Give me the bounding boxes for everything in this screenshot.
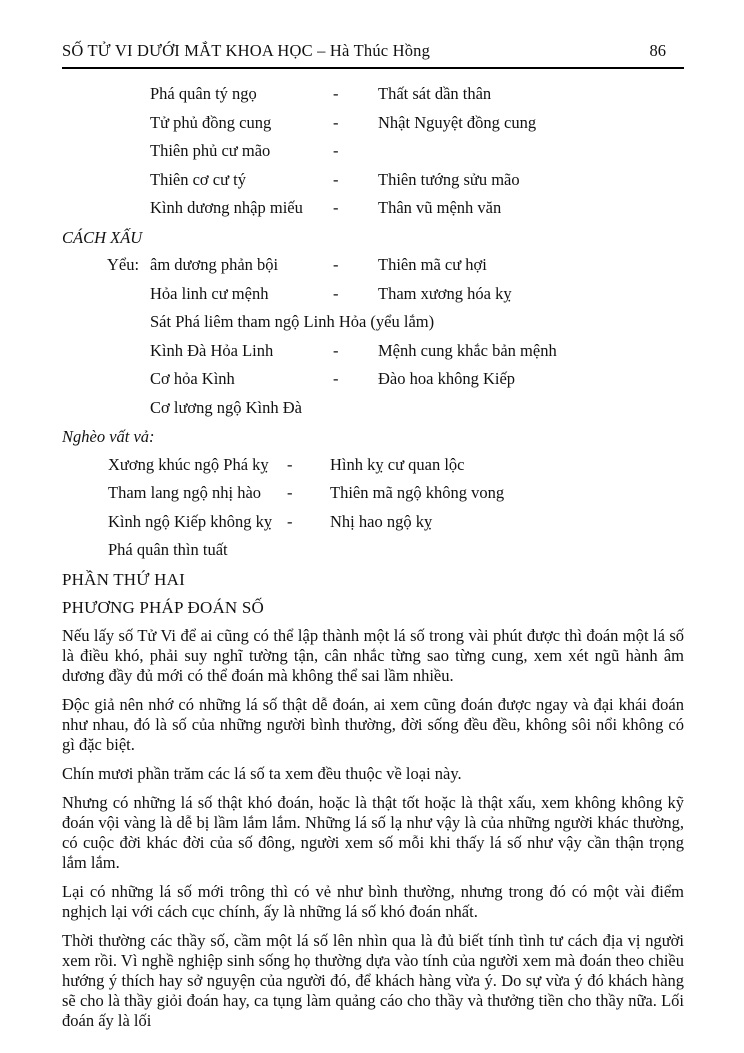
content-block <box>62 84 684 626</box>
pair-left: Cơ hỏa Kình <box>150 369 235 388</box>
pair-right: Nhị hao ngộ kỵ <box>330 511 433 531</box>
paragraph: Độc giả nên nhớ có những lá số thật dễ đoán, ai xem cũng đoán được ngay và đại khái đoán như nhau, đó là số của những người bình thường, đời sống đều đều, không sôi nổi không có gì đặc biệt. <box>62 694 684 754</box>
pair-right: Tham xương hóa kỵ <box>378 283 512 303</box>
paragraph: Thời thường các thầy số, cầm một lá số lên nhìn qua là đủ biết tính tình tư cách địa vị người xem rồi. Vì nghề nghiệp sinh sống họ thường dựa vào tính của người xem mà đoán theo chiều hướng ý thích hay sở nguyện của người đó, để khách hàng vừa ý. Do sự vừa ý đó khách hàng sẽ cho là thầy giỏi đoán hay, ca tụng làm quảng cáo cho thầy và thưởng tiền cho thầy nữa. Lối đoán ấy là lối <box>62 930 684 1030</box>
pair-left: âm dương phản bội <box>150 255 279 274</box>
pair-dash: - <box>333 169 339 189</box>
star-pair-row <box>62 113 684 142</box>
yeu-label: Yểu: <box>107 255 140 274</box>
pair-dash: - <box>333 369 339 388</box>
pair-left: Phá quân tý ngọ <box>150 84 257 103</box>
pair-dash: - <box>287 511 293 531</box>
star-pair-row <box>62 84 684 113</box>
star-pair-row <box>62 540 684 569</box>
pair-left: Kình Đà Hỏa Linh <box>150 340 274 360</box>
pair-left: Kình dương nhập miếu <box>150 198 303 217</box>
star-pair-row <box>62 398 684 427</box>
paragraph: Nếu lấy số Tử Vi để ai cũng có thể lập thành một lá số trong vài phút được thì đoán một lá số là điều khó, phải suy nghĩ tường tận, cân nhắc từng sao từng cung, xem xét ngũ hành âm dương đầy đủ mới có thể đoán mà không thể sai lầm nhiều. <box>62 625 684 685</box>
pair-left: Cơ lương ngộ Kình Đà <box>150 397 302 417</box>
pair-right: Thiên mã ngộ không vong <box>330 483 505 502</box>
star-pair-row <box>62 170 684 199</box>
pair-left: Kình ngộ Kiếp không kỵ <box>108 511 273 531</box>
paragraph: Lại có những lá số mới trông thì có vẻ như bình thường, nhưng trong đó có một vài điểm nghịch lại với cách cục chính, ấy là những lá số khó đoán nhất. <box>62 881 684 921</box>
star-pair-row <box>62 369 684 398</box>
pair-dash: - <box>333 255 339 274</box>
chapter-heading: PHƯƠNG PHÁP ĐOÁN SỐ <box>62 598 264 617</box>
pair-left: Tử phủ đồng cung <box>150 112 272 132</box>
pair-left: Sát Phá liêm tham ngộ Linh Hỏa (yểu lắm) <box>150 312 435 331</box>
pair-dash: - <box>333 112 339 132</box>
pair-left: Thiên phủ cư mão <box>150 141 271 160</box>
star-pair-row <box>62 341 684 370</box>
pair-right: Nhật Nguyệt đồng cung <box>378 112 537 132</box>
pair-left: Xương khúc ngộ Phá kỵ <box>108 454 269 474</box>
pair-left: Thiên cơ cư tý <box>150 169 247 189</box>
star-pair-row <box>62 284 684 313</box>
pair-dash: - <box>333 84 339 103</box>
star-pair-row <box>62 312 684 341</box>
section-heading-ngheo: Nghèo vất vả: <box>62 427 155 446</box>
paragraph: Nhưng có những lá số thật khó đoán, hoặc là thật tốt hoặc là thật xấu, xem không không kỹ đoán vội vàng là dễ bị lầm lắm lắm. Những lá số lạ như vậy là của những người khác thường, có cuộc đời khác đời của số đông, người xem số mỗi khi thấy lá số như vậy cần thận trọng lắm lắm. <box>62 792 684 872</box>
pair-left: Tham lang ngộ nhị hào <box>108 483 262 502</box>
part-heading: PHẦN THỨ HAI <box>62 569 185 589</box>
section-heading-cach-xau: CÁCH XẤU <box>62 227 143 247</box>
pair-right: Thiên tướng sửu mão <box>378 169 520 189</box>
pair-right: Thân vũ mệnh văn <box>378 198 502 217</box>
pair-dash: - <box>333 283 339 303</box>
header-rule <box>62 67 684 69</box>
star-pair-row <box>62 198 684 227</box>
pair-dash: - <box>333 340 339 360</box>
pair-dash: - <box>287 483 293 502</box>
pair-dash: - <box>333 141 339 160</box>
pair-right: Hình kỵ cư quan lộc <box>330 454 465 474</box>
page-header <box>62 0 684 60</box>
pair-left: Phá quân thìn tuất <box>108 540 228 559</box>
star-pair-row <box>62 141 684 170</box>
pair-dash: - <box>287 454 293 474</box>
pair-left: Hỏa linh cư mệnh <box>150 283 269 303</box>
paragraph: Chín mươi phần trăm các lá số ta xem đều thuộc về loại này. <box>62 763 462 783</box>
page-number: 86 <box>649 41 666 60</box>
pair-right: Mệnh cung khắc bản mệnh <box>378 340 557 360</box>
pair-right: Đào hoa không Kiếp <box>378 369 516 388</box>
pair-right: Thất sát dần thân <box>378 84 492 103</box>
star-pair-row <box>62 483 684 512</box>
pair-dash: - <box>333 198 339 217</box>
star-pair-row <box>62 512 684 541</box>
pair-right: Thiên mã cư hợi <box>378 255 487 274</box>
star-pair-row <box>62 255 684 284</box>
star-pair-row <box>62 455 684 484</box>
book-title: SỐ TỬ VI DƯỚI MẮT KHOA HỌC – Hà Thúc Hồng <box>62 41 431 60</box>
